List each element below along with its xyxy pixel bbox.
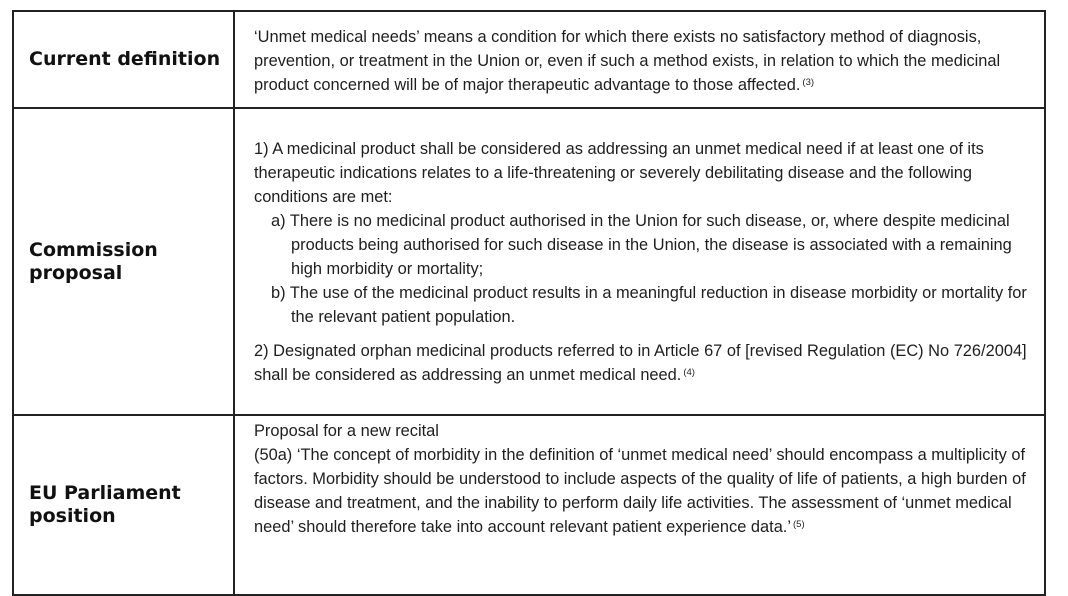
row-label-commission-proposal: Commission proposal [13,108,234,415]
current-definition-text: ‘Unmet medical needs’ means a condition for which there exists no satisfactory method of diagnosis, prevention, or treatment in the Union or, even if such a method exists, in relation to which the medicinal product concerned will be of major therapeutic advantage to those affected. [254,27,1001,94]
definition-comparison-table [12,10,1046,596]
footnote-ref-4: (4) [683,366,695,378]
parliament-position-cell [234,415,1045,595]
current-definition-cell [234,11,1045,108]
row-label-current-definition: Current definition [13,11,234,108]
proposal-point-2-paragraph [254,339,1034,387]
proposal-condition-b: b) The use of the medicinal product results in a meaningful reduction in disease morbidity or mortality for the relevant patient population. [271,283,1027,326]
parliament-recital-paragraph [254,443,1034,539]
proposal-point-1: 1) A medicinal product shall be considered as addressing an unmet medical need if at least one of its therapeutic indications relates to a life-threatening or severely debilitating disease and the following conditions are met: [254,139,984,206]
table-row-parliament-position [13,415,1045,595]
table-row-commission-proposal [13,108,1045,415]
table-row-current-definition [13,11,1045,108]
footnote-ref-3: (3) [802,76,815,88]
comparison-table-container [12,10,1046,596]
parliament-recital-text: (50a) ‘The concept of morbidity in the definition of ‘unmet medical need’ should encompass a multiplicity of factors. Morbidity should be understood to include aspects of the quality of life of patients, a high burden of disease and treatment, and the inability to perform daily life activities. The assessment of ‘unmet medical need’ should therefore take into account relevant patient experience data.’ [254,446,1026,536]
commission-proposal-cell [234,108,1045,415]
row-label-parliament-position: EU Parliament position [13,415,234,595]
parliament-intro: Proposal for a new recital [254,422,439,440]
proposal-condition-a: a) There is no medicinal product authorised in the Union for such disease, or, where despite medicinal products being authorised for such disease in the Union, the disease is associated with a remaining high morbidity or mortality; [271,211,1012,278]
footnote-ref-5: (5) [793,519,805,530]
proposal-point-2: 2) Designated orphan medicinal products referred to in Article 67 of [revised Regulation (EC) No 726/2004] shall be considered as addressing an unmet medical need. [254,341,1027,384]
